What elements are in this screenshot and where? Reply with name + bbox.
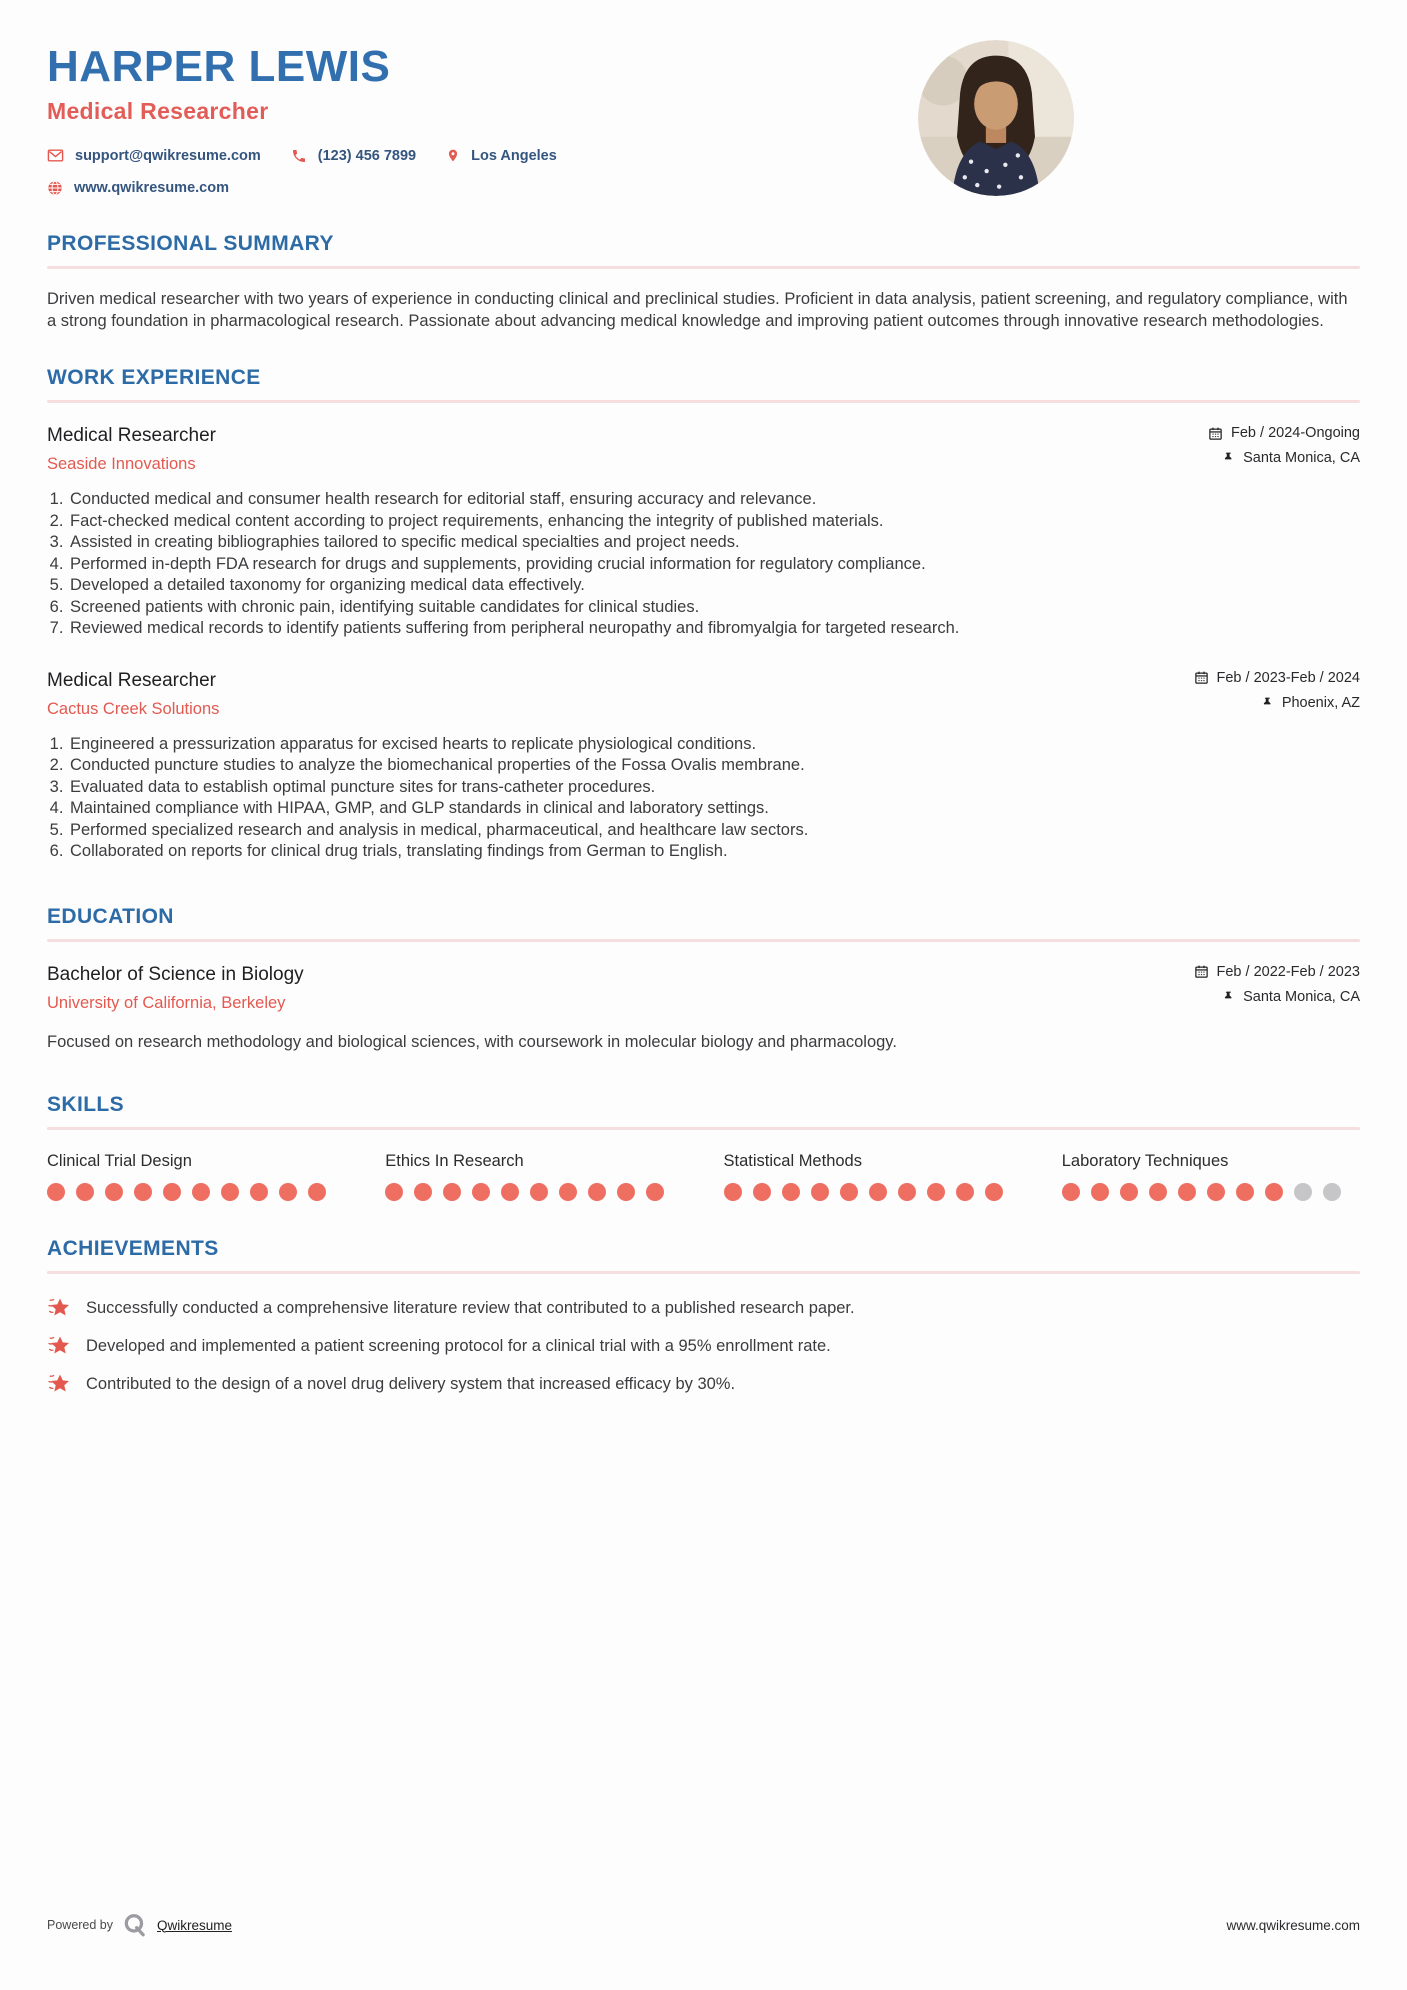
contact-row-2 [47, 180, 1360, 196]
section-divider [47, 939, 1360, 942]
experience-heading: WORK EXPERIENCE [47, 366, 261, 390]
job-dates [1194, 670, 1361, 686]
pushpin-icon [1222, 990, 1235, 1004]
skill-item [385, 1152, 683, 1201]
job-header [47, 670, 1360, 720]
degree-title: Bachelor of Science in Biology [47, 963, 304, 985]
education-description: Focused on research methodology and biological sciences, with coursework in molecular biology and pharmacology. [47, 1032, 897, 1051]
job-identity [47, 425, 216, 474]
footer-website: www.qwikresume.com [1226, 1917, 1360, 1933]
profile-photo-image [918, 40, 1074, 196]
skill-dot [724, 1183, 742, 1201]
candidate-name: HARPER LEWIS [47, 42, 391, 91]
skill-name: Ethics In Research [385, 1152, 524, 1171]
skills-grid [47, 1152, 1360, 1201]
skill-dot [472, 1183, 490, 1201]
skill-dot [898, 1183, 916, 1201]
skill-dot [134, 1183, 152, 1201]
job-identity [47, 670, 219, 719]
skill-dot [279, 1183, 297, 1201]
achievement-item [47, 1374, 1360, 1396]
skill-dot [1120, 1183, 1138, 1201]
skill-item [47, 1152, 345, 1201]
job-bullet: 1. Conducted medical and consumer health research for editorial staff, ensuring accuracy and relevance. [68, 489, 1360, 511]
skill-dot [1236, 1183, 1254, 1201]
skill-dot [840, 1183, 858, 1201]
skill-dot [985, 1183, 1003, 1201]
skill-dot [869, 1183, 887, 1201]
education-dates [1194, 964, 1361, 980]
skill-dot [501, 1183, 519, 1201]
skill-dot [1149, 1183, 1167, 1201]
skill-dot [1091, 1183, 1109, 1201]
calendar-icon [1208, 426, 1223, 441]
achievements-heading: ACHIEVEMENTS [47, 1237, 219, 1261]
education-location [1194, 989, 1361, 1005]
education-meta [1194, 964, 1361, 1014]
footer-brand-block [47, 1912, 232, 1938]
job-company: Cactus Creek Solutions [47, 699, 220, 718]
skill-name: Clinical Trial Design [47, 1152, 192, 1171]
skill-item [724, 1152, 1022, 1201]
section-summary [47, 232, 1360, 332]
job-bullet: 6. Collaborated on reports for clinical drug trials, translating findings from German to English. [68, 841, 1360, 863]
job-dates [1208, 425, 1360, 441]
skill-dot [1294, 1183, 1312, 1201]
pushpin-icon [1261, 696, 1274, 710]
skill-dot [163, 1183, 181, 1201]
job-entry-2 [47, 670, 1360, 863]
skill-dot [530, 1183, 548, 1201]
education-entry [47, 964, 1360, 1054]
education-heading: EDUCATION [47, 904, 174, 928]
section-skills [47, 1093, 1360, 1201]
education-identity [47, 964, 304, 1013]
skill-dot [385, 1183, 403, 1201]
summary-heading: PROFESSIONAL SUMMARY [47, 232, 334, 256]
skill-name: Laboratory Techniques [1061, 1152, 1229, 1171]
job-title: Medical Researcher [47, 669, 216, 691]
skill-dot [646, 1183, 664, 1201]
job-location [1208, 450, 1360, 466]
job-company: Seaside Innovations [47, 455, 196, 474]
skill-dot [559, 1183, 577, 1201]
skill-dot [1062, 1183, 1080, 1201]
pushpin-icon [1222, 451, 1235, 465]
candidate-headline: Medical Researcher [47, 98, 269, 125]
phone-icon [291, 148, 307, 164]
skill-dot [617, 1183, 635, 1201]
skill-dot [1265, 1183, 1283, 1201]
award-star-icon [47, 1372, 71, 1396]
job-bullet: 1. Engineered a pressurization apparatus for excised hearts to replicate physiological conditions. [68, 734, 1360, 756]
job-entry-1 [47, 425, 1360, 640]
section-divider [47, 400, 1360, 403]
resume-header [47, 44, 1360, 196]
skill-dot [192, 1183, 210, 1201]
job-meta [1194, 670, 1361, 720]
job-bullet: 5. Developed a detailed taxonomy for organizing medical data effectively. [68, 575, 1360, 597]
contact-location [446, 147, 557, 164]
job-dates-text: Feb / 2024-Ongoing [1231, 425, 1360, 442]
skill-dot [250, 1183, 268, 1201]
skill-dot [221, 1183, 239, 1201]
calendar-icon [1194, 670, 1209, 685]
job-bullets [47, 489, 1360, 640]
education-header [47, 964, 1360, 1014]
skill-dot [308, 1183, 326, 1201]
achievement-text: Developed and implemented a patient screening protocol for a clinical trial with a 95% enrollment rate. [86, 1337, 831, 1356]
skill-dot [414, 1183, 432, 1201]
globe-icon [47, 180, 63, 196]
job-bullet: 3. Assisted in creating bibliographies tailored to specific medical specialties and project needs. [68, 532, 1360, 554]
contact-phone [291, 148, 416, 164]
skill-dot [76, 1183, 94, 1201]
achievement-item [47, 1336, 1360, 1358]
contact-website [47, 180, 229, 196]
contact-row-1 [47, 147, 1360, 164]
skill-name: Statistical Methods [723, 1152, 862, 1171]
job-title: Medical Researcher [47, 425, 216, 447]
contact-block [47, 147, 1360, 196]
profile-photo [918, 40, 1074, 196]
contact-email [47, 147, 261, 164]
job-meta [1208, 425, 1360, 475]
education-dates-text: Feb / 2022-Feb / 2023 [1216, 963, 1360, 980]
job-bullet: 7. Reviewed medical records to identify patients suffering from peripheral neuropathy and fibromyalgia for targeted research. [68, 618, 1360, 640]
calendar-icon [1194, 964, 1209, 979]
skill-dot [782, 1183, 800, 1201]
skill-rating [385, 1183, 683, 1201]
skill-item [1062, 1152, 1360, 1201]
skill-dot [811, 1183, 829, 1201]
qwikresume-link[interactable]: Qwikresume [157, 1917, 233, 1933]
education-location-text: Santa Monica, CA [1243, 988, 1360, 1005]
section-achievements [47, 1237, 1360, 1396]
contact-phone-text: (123) 456 7899 [317, 147, 417, 164]
section-divider [47, 1127, 1360, 1130]
school-name: University of California, Berkeley [47, 993, 286, 1012]
job-bullet: 2. Fact-checked medical content according to project requirements, enhancing the integrity of published materials. [68, 511, 1360, 533]
job-bullets [47, 734, 1360, 863]
summary-text: Driven medical researcher with two years of experience in conducting clinical and preclinical studies. Proficient in data analysis, patient screening, and regulatory compliance, with a strong foundation in pharmacological research. Passionate about advancing medical knowledge and improving patient outcomes through innovative research methodologies. [47, 290, 1348, 330]
section-divider [47, 266, 1360, 269]
skill-dot [443, 1183, 461, 1201]
job-bullet: 2. Conducted puncture studies to analyze the biomechanical properties of the Fossa Ovalis membrane. [68, 755, 1360, 777]
skill-dot [753, 1183, 771, 1201]
skill-dot [927, 1183, 945, 1201]
job-location [1194, 695, 1361, 711]
award-star-icon [47, 1334, 71, 1358]
location-pin-icon [446, 147, 460, 164]
job-bullet: 4. Performed in-depth FDA research for drugs and supplements, providing crucial information for regulatory compliance. [68, 554, 1360, 576]
section-experience [47, 366, 1360, 863]
achievement-item [47, 1298, 1360, 1320]
qwikresume-logo-icon [122, 1912, 148, 1938]
job-bullet: 5. Performed specialized research and analysis in medical, pharmaceutical, and healthcare law sectors. [68, 820, 1360, 842]
skill-rating [724, 1183, 1022, 1201]
job-location-text: Santa Monica, CA [1243, 450, 1360, 467]
skill-dot [588, 1183, 606, 1201]
section-education [47, 905, 1360, 1054]
job-dates-text: Feb / 2023-Feb / 2024 [1216, 669, 1360, 686]
skills-heading: SKILLS [47, 1093, 125, 1117]
contact-email-text[interactable]: support@qwikresume.com [75, 147, 261, 164]
skill-dot [1323, 1183, 1341, 1201]
section-divider [47, 1271, 1360, 1274]
contact-website-text[interactable]: www.qwikresume.com [74, 180, 229, 197]
skill-dot [105, 1183, 123, 1201]
job-bullet: 6. Screened patients with chronic pain, identifying suitable candidates for clinical studies. [68, 597, 1360, 619]
skill-dot [956, 1183, 974, 1201]
page-footer [47, 1912, 1360, 1938]
skill-rating [1062, 1183, 1360, 1201]
award-star-icon [47, 1296, 71, 1320]
email-icon [47, 147, 64, 164]
job-bullet: 3. Evaluated data to establish optimal puncture sites for trans-catheter procedures. [68, 777, 1360, 799]
job-location-text: Phoenix, AZ [1281, 694, 1360, 711]
powered-by-label: Powered by [47, 1918, 114, 1932]
job-bullet: 4. Maintained compliance with HIPAA, GMP, and GLP standards in clinical and laboratory settings. [68, 798, 1360, 820]
contact-location-text: Los Angeles [471, 147, 557, 164]
achievement-text: Contributed to the design of a novel drug delivery system that increased efficacy by 30%. [86, 1375, 736, 1394]
skill-dot [47, 1183, 65, 1201]
skill-rating [47, 1183, 345, 1201]
skill-dot [1178, 1183, 1196, 1201]
job-header [47, 425, 1360, 475]
skill-dot [1207, 1183, 1225, 1201]
achievement-text: Successfully conducted a comprehensive literature review that contributed to a published research paper. [86, 1299, 855, 1318]
